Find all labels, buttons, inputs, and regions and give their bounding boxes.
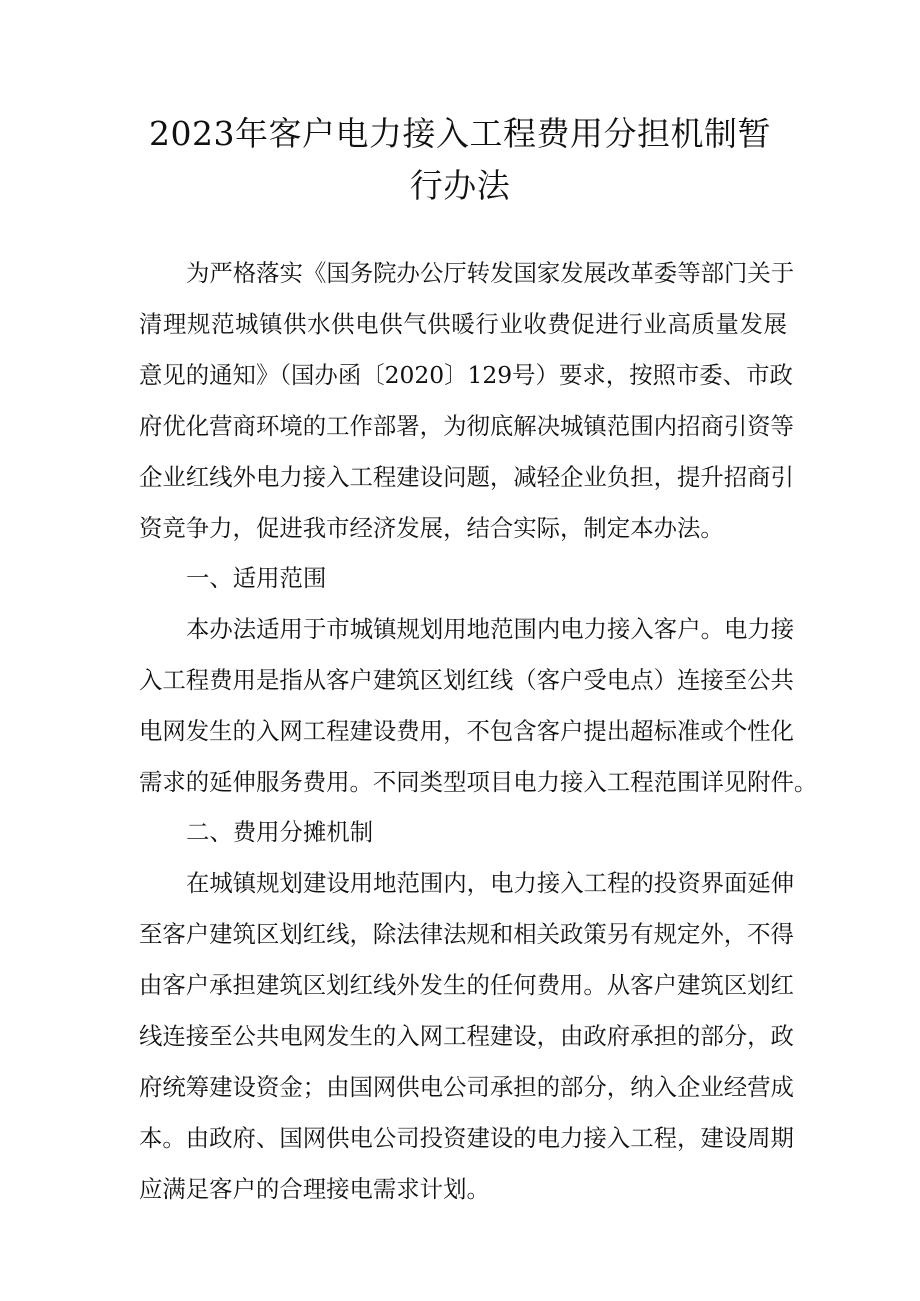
section-heading-cost-sharing: 二、费用分摊机制 <box>186 818 374 846</box>
document-title <box>130 108 790 212</box>
paragraph-line: 在城镇规划建设用地范围内，电力接入工程的投资界面延伸 <box>186 869 795 897</box>
paragraph-line: 府统筹建设资金；由国网供电公司承担的部分，纳入企业经营成 <box>139 1073 794 1101</box>
paragraph-line: 入工程费用是指从客户建筑区划红线（客户受电点）连接至公共 <box>139 666 794 694</box>
section-heading-scope: 一、适用范围 <box>186 564 327 592</box>
title-line-1: 2023年客户电力接入工程费用分担机制暂 <box>149 114 771 153</box>
paragraph-line: 企业红线外电力接入工程建设问题，减轻企业负担，提升招商引 <box>139 463 794 491</box>
paragraph-line: 应满足客户的合理接电需求计划。 <box>139 1175 490 1203</box>
paragraph-line: 本。由政府、国网供电公司投资建设的电力接入工程，建设周期 <box>139 1124 794 1152</box>
paragraph-line: 电网发生的入网工程建设费用，不包含客户提出超标准或个性化 <box>139 717 794 745</box>
paragraph-line: 意见的通知》（国办函〔2020〕129号）要求，按照市委、市政 <box>139 361 793 389</box>
paragraph-line: 至客户建筑区划红线，除法律法规和相关政策另有规定外，不得 <box>139 920 794 948</box>
paragraph-line: 本办法适用于市城镇规划用地范围内电力接入客户。电力接 <box>186 615 795 643</box>
paragraph-line: 为严格落实《国务院办公厅转发国家发展改革委等部门关于 <box>186 259 795 287</box>
paragraph-line: 清理规范城镇供水供电供气供暖行业收费促进行业高质量发展 <box>139 310 787 338</box>
paragraph-line: 需求的延伸服务费用。不同类型项目电力接入工程范围详见附件。 <box>139 768 818 796</box>
paragraph-line: 府优化营商环境的工作部署，为彻底解决城镇范围内招商引资等 <box>139 412 794 440</box>
title-line-2: 行办法 <box>409 166 511 205</box>
paragraph-line: 资竞争力，促进我市经济发展，结合实际，制定本办法。 <box>139 514 724 542</box>
paragraph-line: 线连接至公共电网发生的入网工程建设，由政府承担的部分，政 <box>139 1022 794 1050</box>
paragraph-line: 由客户承担建筑区划红线外发生的任何费用。从客户建筑区划红 <box>139 971 794 999</box>
